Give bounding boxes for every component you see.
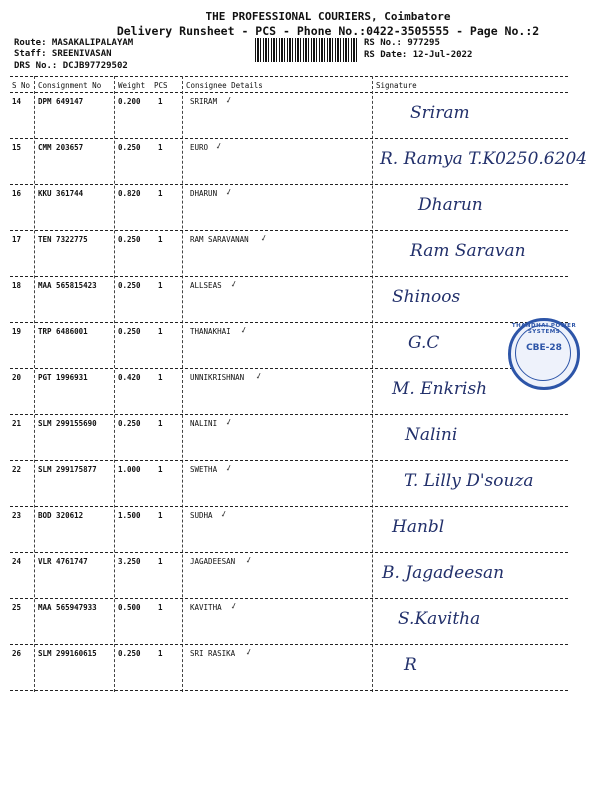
- row-weight: 0.250: [118, 327, 141, 336]
- row-consignee: SWETHA: [190, 465, 218, 474]
- check-mark-icon: ✓: [244, 646, 254, 659]
- table-top-border: [10, 76, 568, 77]
- row-consignment-no: DPM 649147: [38, 97, 84, 106]
- row-sno: 17: [12, 235, 22, 244]
- row-sno: 16: [12, 189, 22, 198]
- check-mark-icon: ✓: [259, 232, 269, 245]
- handwritten-signature: T. Lilly D'souza: [404, 471, 534, 491]
- row-pcs: 1: [158, 649, 163, 658]
- route-label: Route: MASAKALIPALAYAM: [14, 38, 134, 48]
- row-consignee: THANAKHAI: [190, 327, 231, 336]
- row-sno: 24: [12, 557, 22, 566]
- handwritten-signature: S.Kavitha: [398, 609, 481, 629]
- row-weight: 0.250: [118, 143, 141, 152]
- row-weight: 0.420: [118, 373, 141, 382]
- table-row: [0, 415, 600, 461]
- table-row: [0, 369, 600, 415]
- row-consignee: SRI RASIKA: [190, 649, 236, 658]
- row-weight: 0.200: [118, 97, 141, 106]
- check-mark-icon: ✓: [244, 554, 254, 567]
- table-row: [0, 231, 600, 277]
- row-consignment-no: MAA 565947933: [38, 603, 97, 612]
- row-divider: [10, 690, 568, 691]
- row-weight: 0.820: [118, 189, 141, 198]
- row-consignee: SRIRAM: [190, 97, 218, 106]
- row-sno: 15: [12, 143, 22, 152]
- row-consignee: ALLSEAS: [190, 281, 222, 290]
- handwritten-signature: G.C: [408, 333, 440, 353]
- barcode: [255, 38, 357, 62]
- stamp-code: CBE-28: [526, 343, 562, 353]
- row-weight: 1.500: [118, 511, 141, 520]
- table-row: [0, 139, 600, 185]
- row-pcs: 1: [158, 465, 163, 474]
- row-sno: 22: [12, 465, 22, 474]
- row-consignment-no: BOD 320612: [38, 511, 84, 520]
- row-weight: 1.000: [118, 465, 141, 474]
- row-consignee: KAVITHA: [190, 603, 222, 612]
- row-consignee: DHARUN: [190, 189, 218, 198]
- row-pcs: 1: [158, 373, 163, 382]
- column-header-sno: S No: [12, 81, 31, 90]
- row-consignment-no: KKU 361744: [38, 189, 84, 198]
- rs-date: RS Date: 12-Jul-2022: [364, 50, 473, 60]
- table-row: [0, 93, 600, 139]
- row-consignee: UNNIKRISHNAN: [190, 373, 245, 382]
- row-consignment-no: TRP 6486001: [38, 327, 88, 336]
- handwritten-signature: Hanbl: [392, 517, 445, 537]
- row-weight: 0.250: [118, 235, 141, 244]
- column-header-consignee: Consignee Details: [186, 81, 263, 90]
- check-mark-icon: ✓: [224, 416, 234, 429]
- company-stamp: [508, 318, 580, 390]
- check-mark-icon: ✓: [229, 278, 239, 291]
- check-mark-icon: ✓: [219, 508, 229, 521]
- table-row: [0, 645, 600, 691]
- row-pcs: 1: [158, 97, 163, 106]
- column-header-pcs: PCS: [154, 81, 168, 90]
- stamp-arc-text: THANDHAI POWER SYSTEMS: [511, 323, 577, 335]
- row-consignee: JAGADEESAN: [190, 557, 236, 566]
- check-mark-icon: ✓: [224, 94, 234, 107]
- row-sno: 19: [12, 327, 22, 336]
- table-row: [0, 185, 600, 231]
- column-header-signature: Signature: [376, 81, 417, 90]
- handwritten-signature: B. Jagadeesan: [382, 563, 505, 583]
- row-sno: 23: [12, 511, 22, 520]
- table-row: [0, 461, 600, 507]
- table-row: [0, 553, 600, 599]
- row-pcs: 1: [158, 235, 163, 244]
- check-mark-icon: ✓: [214, 140, 224, 153]
- drs-number: DRS No.: DCJB97729502: [14, 61, 128, 71]
- column-header-weight: Weight: [118, 81, 146, 90]
- row-weight: 3.250: [118, 557, 141, 566]
- handwritten-signature: Nalini: [405, 425, 458, 445]
- handwritten-signature: R. Ramya T.K0250.6204: [380, 149, 588, 169]
- row-consignment-no: PGT 1996931: [38, 373, 88, 382]
- row-consignment-no: VLR 4761747: [38, 557, 88, 566]
- row-weight: 0.250: [118, 281, 141, 290]
- row-sno: 18: [12, 281, 22, 290]
- row-sno: 21: [12, 419, 22, 428]
- row-consignee: NALINI: [190, 419, 218, 428]
- row-consignment-no: CMM 203657: [38, 143, 84, 152]
- table-row: [0, 277, 600, 323]
- table-row: [0, 507, 600, 553]
- row-pcs: 1: [158, 189, 163, 198]
- row-sno: 25: [12, 603, 22, 612]
- row-pcs: 1: [158, 327, 163, 336]
- company-title: THE PROFESSIONAL COURIERS, Coimbatore: [205, 10, 451, 23]
- rs-number: RS No.: 977295: [364, 38, 440, 48]
- row-weight: 0.250: [118, 419, 141, 428]
- row-pcs: 1: [158, 281, 163, 290]
- check-mark-icon: ✓: [224, 186, 234, 199]
- row-weight: 0.500: [118, 603, 141, 612]
- handwritten-signature: Shinoos: [392, 287, 461, 307]
- staff-label: Staff: SREENIVASAN: [14, 49, 112, 59]
- row-sno: 26: [12, 649, 22, 658]
- row-sno: 14: [12, 97, 22, 106]
- handwritten-signature: Dharun: [418, 195, 483, 215]
- handwritten-signature: R: [404, 655, 417, 675]
- table-row: [0, 599, 600, 645]
- row-pcs: 1: [158, 143, 163, 152]
- row-consignment-no: SLM 299160615: [38, 649, 97, 658]
- row-consignment-no: MAA 565815423: [38, 281, 97, 290]
- check-mark-icon: ✓: [254, 370, 264, 383]
- check-mark-icon: ✓: [229, 600, 239, 613]
- handwritten-signature: Sriram: [410, 103, 470, 123]
- row-pcs: 1: [158, 603, 163, 612]
- row-pcs: 1: [158, 419, 163, 428]
- row-pcs: 1: [158, 557, 163, 566]
- handwritten-signature: Ram Saravan: [410, 241, 526, 261]
- check-mark-icon: ✓: [224, 462, 234, 475]
- runsheet-subtitle: Delivery Runsheet - PCS - Phone No.:0422-3505555 - Page No.:2: [116, 24, 540, 38]
- row-consignee: SUDHA: [190, 511, 213, 520]
- handwritten-signature: M. Enkrish: [392, 379, 488, 399]
- row-consignee: RAM SARAVANAN: [190, 235, 249, 244]
- row-consignment-no: SLM 299175877: [38, 465, 97, 474]
- row-consignee: EURO: [190, 143, 209, 152]
- row-sno: 20: [12, 373, 22, 382]
- row-weight: 0.250: [118, 649, 141, 658]
- row-pcs: 1: [158, 511, 163, 520]
- check-mark-icon: ✓: [239, 324, 249, 337]
- column-header-consignment: Consignment No: [38, 81, 102, 90]
- row-consignment-no: TEN 7322775: [38, 235, 88, 244]
- row-consignment-no: SLM 299155690: [38, 419, 97, 428]
